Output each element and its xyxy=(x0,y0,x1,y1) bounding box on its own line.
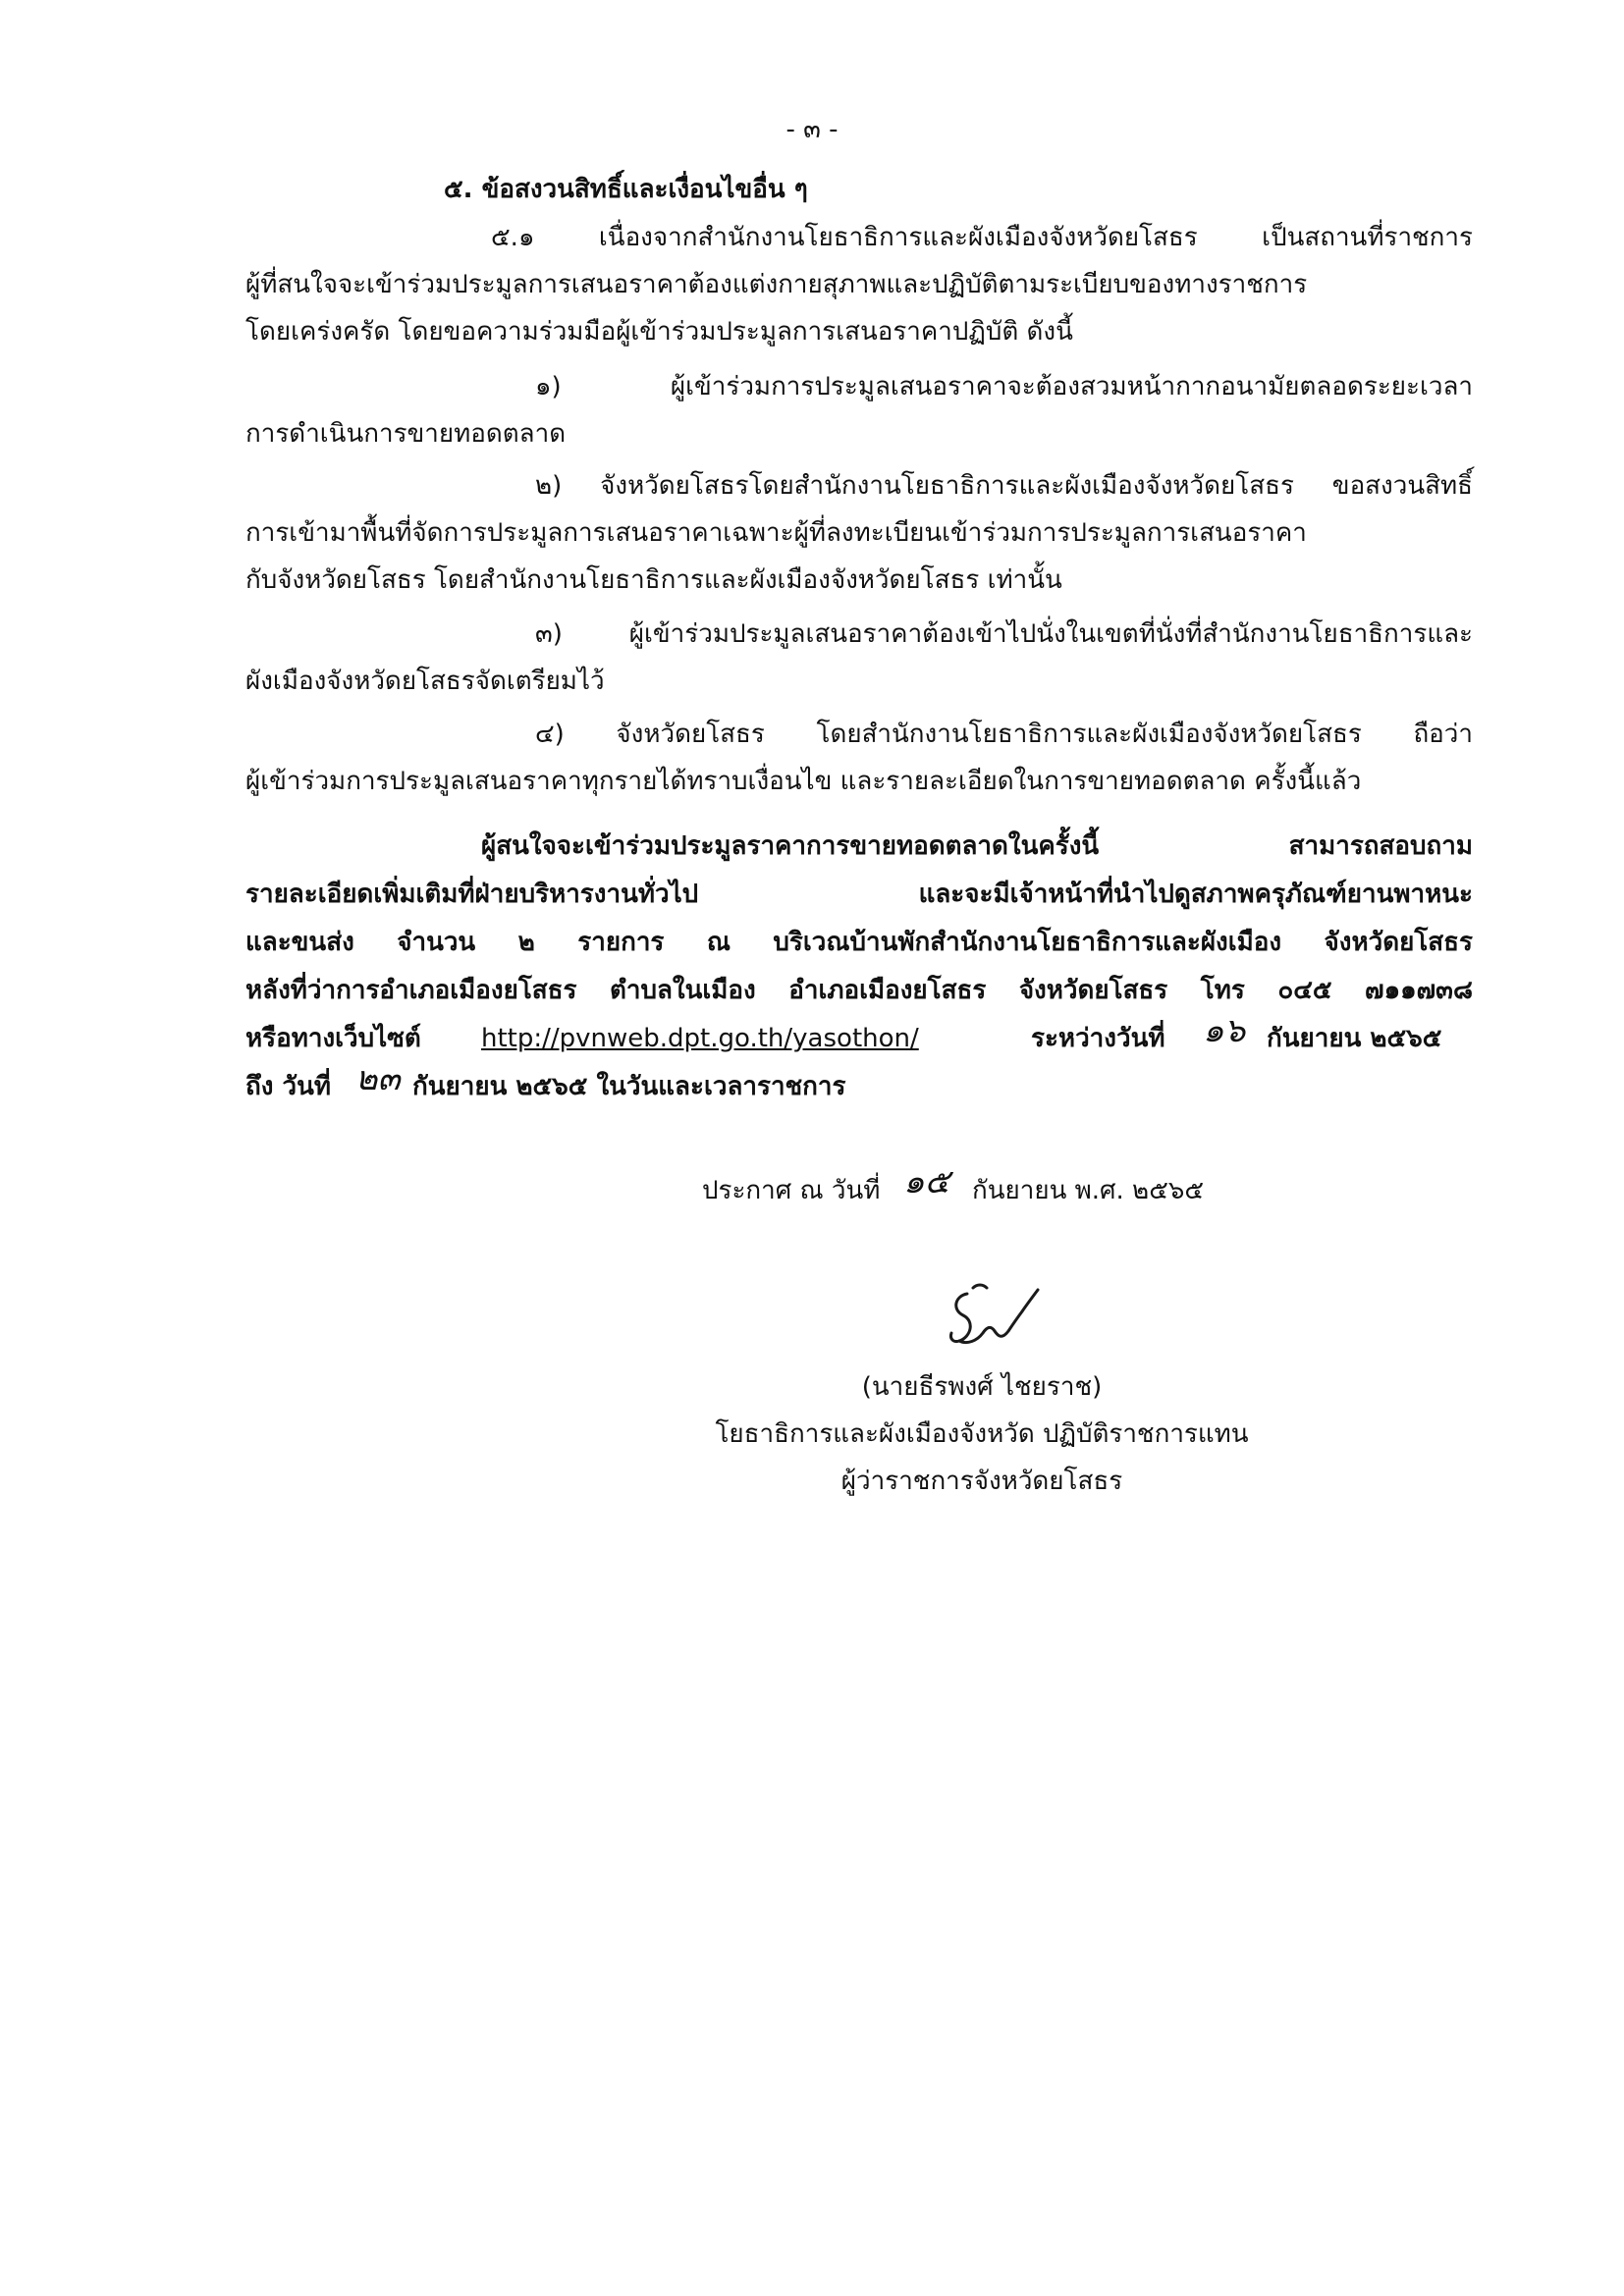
end-day-handwritten: ๒๓ xyxy=(355,1059,401,1098)
item-2-line-3: กับจังหวัดยโสธร โดยสำนักงานโยธาธิการและผังเมืองจังหวัดยโสธร เท่านั้น xyxy=(245,565,1062,595)
section-5-1-line-2: ผู้ที่สนใจจะเข้าร่วมประมูลการเสนอราคาต้องแต่งกายสุภาพและปฏิบัติตามระเบียบของทางราชการ xyxy=(245,270,1308,299)
start-day-handwritten: ๑๖ xyxy=(1203,1011,1246,1050)
signatory-position-2: ผู้ว่าราชการจังหวัดยโสธร xyxy=(840,1467,1123,1496)
item-4-line-1: ๔) จังหวัดยโสธร โดยสำนักงานโยธาธิการและผังเมืองจังหวัดยโสธร ถือว่า xyxy=(535,720,1473,749)
item-2-line-2: การเข้ามาพื้นที่จัดการประมูลการเสนอราคาเฉพาะผู้ที่ลงทะเบียนเข้าร่วมการประมูลการเสนอราคา xyxy=(245,518,1307,548)
signatory-name: (นายธีรพงศ์ ไชยราช) xyxy=(861,1372,1103,1402)
notice-line-4: หลังที่ว่าการอำเภอเมืองยโสธร ตำบลในเมือง อำเภอเมืองยโสธร จังหวัดยโสธร โทร ๐๔๕ ๗๑๑๗๓๘ xyxy=(245,976,1473,1005)
page-number: - ๓ - xyxy=(785,115,839,144)
item-1-line-2: การดำเนินการขายทอดตลาด xyxy=(245,419,567,449)
notice-line-1: ผู้สนใจจะเข้าร่วมประมูลราคาการขายทอดตลาดในครั้งนี้ สามารถสอบถาม xyxy=(481,831,1473,861)
notice-line-6-prefix: ถึง วันที่ xyxy=(245,1072,332,1101)
website-link[interactable]: http://pvnweb.dpt.go.th/yasothon/ xyxy=(481,1024,919,1053)
section-5-heading: ๕. ข้อสงวนสิทธิ์และเงื่อนไขอื่น ๆ xyxy=(444,175,808,204)
item-1-line-1: ๑) ผู้เข้าร่วมการประมูลเสนอราคาจะต้องสวมหน้ากากอนามัยตลอดระยะเวลา xyxy=(535,372,1473,401)
section-5-1-line-3: โดยเคร่งครัด โดยขอความร่วมมือผู้เข้าร่วมประมูลการเสนอราคาปฏิบัติ ดังนี้ xyxy=(245,317,1073,347)
item-3-line-1: ๓) ผู้เข้าร่วมประมูลเสนอราคาต้องเข้าไปนั่งในเขตที่นั่งที่สำนักงานโยธาธิการและ xyxy=(535,619,1473,649)
notice-line-2: รายละเอียดเพิ่มเติมที่ฝ่ายบริหารงานทั่วไป และจะมีเจ้าหน้าที่นำไปดูสภาพครุภัณฑ์ยานพาหนะ xyxy=(245,880,1473,909)
section-5-1-line-1: ๕.๑ เนื่องจากสำนักงานโยธาธิการและผังเมืองจังหวัดยโสธร เป็นสถานที่ราชการ xyxy=(491,223,1473,252)
announcement-prefix: ประกาศ ณ วันที่ xyxy=(702,1176,881,1205)
notice-line-5-suffix: กันยายน ๒๕๖๕ xyxy=(1267,1024,1442,1053)
signatory-position-1: โยธาธิการและผังเมืองจังหวัด ปฏิบัติราชการแทน xyxy=(715,1419,1249,1449)
notice-line-6-suffix: กันยายน ๒๕๖๕ ในวันและเวลาราชการ xyxy=(412,1072,846,1101)
notice-line-3: และขนส่ง จำนวน ๒ รายการ ณ บริเวณบ้านพักสำนักงานโยธาธิการและผังเมือง จังหวัดยโสธร xyxy=(245,928,1473,957)
announcement-day-handwritten: ๑๕ xyxy=(903,1162,950,1201)
item-2-line-1: ๒) จังหวัดยโสธรโดยสำนักงานโยธาธิการและผังเมืองจังหวัดยโสธร ขอสงวนสิทธิ์ xyxy=(535,471,1473,501)
announcement-suffix: กันยายน พ.ศ. ๒๕๖๕ xyxy=(972,1176,1205,1205)
notice-line-5-prefix: หรือทางเว็บไซต์ xyxy=(245,1024,421,1053)
notice-line-5-between: ระหว่างวันที่ xyxy=(1031,1024,1165,1053)
item-4-line-2: ผู้เข้าร่วมการประมูลเสนอราคาทุกรายได้ทราบเงื่อนไข และรายละเอียดในการขายทอดตลาด ครั้งนี้แล้ว xyxy=(245,767,1362,796)
signature-mark xyxy=(938,1276,1046,1355)
item-3-line-2: ผังเมืองจังหวัดยโสธรจัดเตรียมไว้ xyxy=(245,667,605,696)
